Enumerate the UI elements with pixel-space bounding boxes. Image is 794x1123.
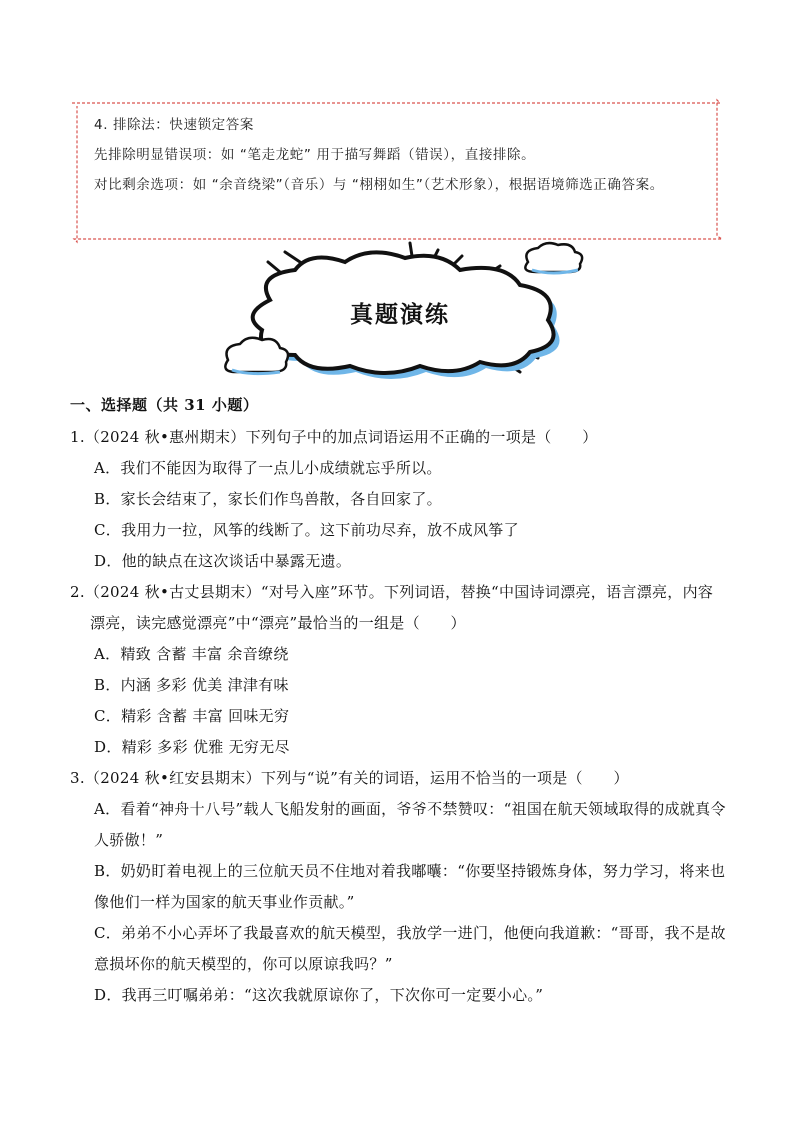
tip-line-2: 先排除明显错误项：如 “笔走龙蛇” 用于描写舞蹈（错误），直接排除。: [94, 147, 536, 163]
option-b[interactable]: B．奶奶盯着电视上的三位航天员不住地对着我嘟囔：“你要坚持锻炼身体，努力学习，将来也像他们一样为国家的航天事业作贡献。”: [94, 862, 726, 911]
option-c[interactable]: C．精彩 含蓄 丰富 回味无穷: [94, 707, 290, 725]
option-b[interactable]: B．内涵 多彩 优美 津津有味: [94, 676, 289, 694]
option-a[interactable]: A．我们不能因为取得了一点儿小成绩就忘乎所以。: [94, 459, 442, 477]
question-3: [70, 763, 726, 1011]
tip-line-1: 4. 排除法：快速锁定答案: [94, 117, 254, 133]
banner-title: 真题演练: [350, 302, 450, 328]
question-list: [70, 422, 726, 1011]
option-c[interactable]: C．我用力一拉，风筝的线断了。这下前功尽弃，放不成风筝了: [94, 521, 519, 539]
option-a[interactable]: A．看着“神舟十八号”载人飞船发射的画面，爷爷不禁赞叹：“祖国在航天领域取得的成就真令人骄傲！”: [94, 800, 726, 849]
option-a[interactable]: A．精致 含蓄 丰富 余音缭绕: [94, 645, 289, 663]
option-b[interactable]: B．家长会结束了，家长们作鸟兽散，各自回家了。: [94, 490, 442, 508]
question-stem: 2.（2024 秋•古丈县期末）“对号入座”环节。下列词语，替换“中国诗词漂亮，语言漂亮，内容漂亮，读完感觉漂亮”中“漂亮”最恰当的一组是（ ）: [70, 583, 714, 632]
question-stem: 1.（2024 秋•惠州期末）下列句子中的加点词语运用不正确的一项是（ ）: [70, 428, 598, 446]
question-1: [70, 422, 726, 577]
question-stem: 3.（2024 秋•红安县期末）下列与“说”有关的词语，运用不恰当的一项是（ ）: [70, 769, 629, 787]
option-d[interactable]: D．他的缺点在这次谈话中暴露无遗。: [94, 552, 352, 570]
option-c[interactable]: C．弟弟不小心弄坏了我最喜欢的航天模型，我放学一进门，他便向我道歉：“哥哥，我不是故意损坏你的航天模型的，你可以原谅我吗？”: [94, 924, 726, 973]
option-d[interactable]: D．精彩 多彩 优雅 无穷无尽: [94, 738, 290, 756]
option-d[interactable]: D．我再三叮嘱弟弟：“这次我就原谅你了，下次你可一定要小心。”: [94, 986, 544, 1004]
tip-box: [70, 96, 724, 246]
question-2: [70, 577, 726, 763]
section-title: 一、选择题（共 31 小题）: [70, 396, 259, 414]
tip-line-3: 对比剩余选项：如 “余音绕梁”（音乐）与 “栩栩如生”（艺术形象），根据语境筛选正确答案。: [94, 177, 664, 193]
